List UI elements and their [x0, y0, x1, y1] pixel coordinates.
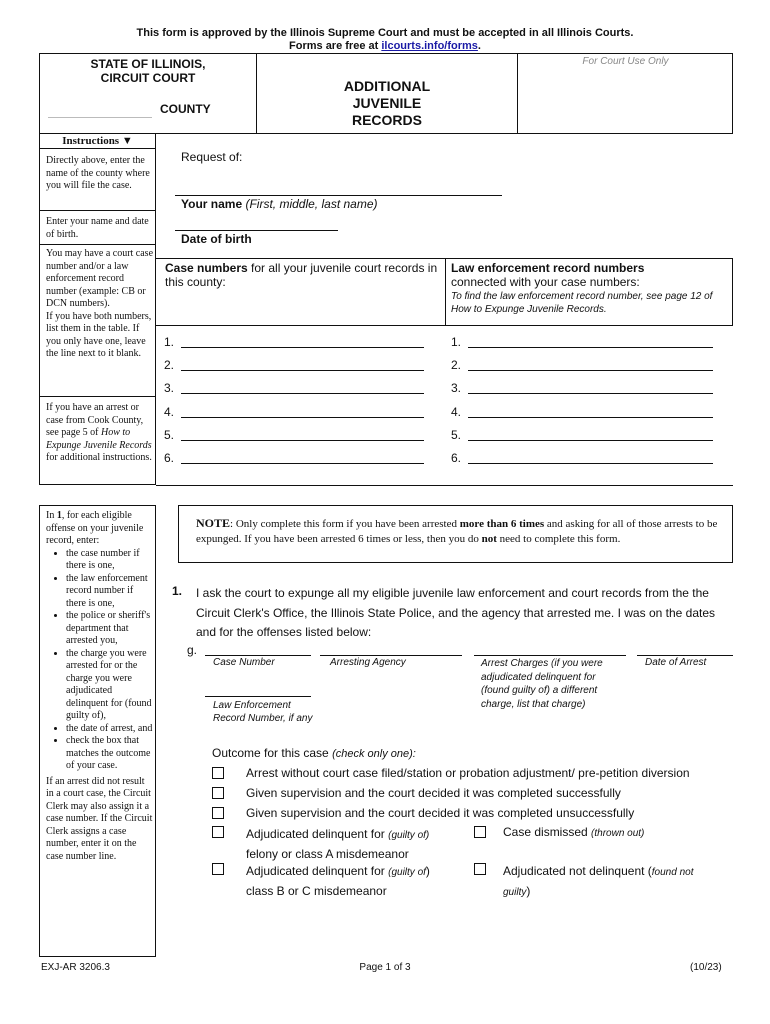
instr-cook-guide: How to Expunge Juvenile Records: [46, 427, 152, 451]
le-title-rest: connected with your case numbers:: [451, 275, 640, 289]
instr-name: Enter your name and date of birth.: [46, 216, 149, 240]
case-row-4-input[interactable]: [181, 417, 424, 418]
case-row-3-input[interactable]: [181, 393, 424, 394]
instr-cook-post: for additional instructions.: [46, 452, 152, 463]
le-hint: To find the law enforcement record number, see page 12 of How to Expunge Juvenile Records.: [451, 291, 713, 315]
side-intro-bold: 1: [56, 510, 62, 521]
le-row-2-label: 2.: [451, 358, 462, 372]
note-label: NOTE: [196, 516, 231, 530]
section-1-number: 1.: [172, 584, 183, 598]
side-instructions: [46, 510, 154, 863]
le-row-4-input[interactable]: [468, 417, 713, 418]
note-text-2: and asking for all of those arrests to be expunged. If you have been arrested 6 times or less, then you do: [196, 518, 718, 545]
outcome-checkbox-7[interactable]: [474, 863, 486, 875]
side-bullets: [46, 548, 154, 773]
outcome-checkbox-6[interactable]: [212, 863, 224, 875]
outcome-option-2: Given supervision and the court decided it was completed successfully: [246, 786, 621, 800]
request-of-label: Request of:: [181, 150, 243, 164]
table-header-rule: [156, 325, 733, 326]
opt4-line2: felony or class A misdemeanor: [246, 847, 409, 861]
side-bullet-4: • the charge you were arrested for or the charge you were adjudicated delinquent for (found guilty of),: [66, 648, 154, 723]
case-row-1-label: 1.: [164, 335, 175, 349]
le-row-2-input[interactable]: [468, 370, 713, 371]
table-bottom-rule: [156, 485, 733, 486]
instr-rule-0: [39, 148, 156, 149]
case-row-2-label: 2.: [164, 358, 175, 372]
case-row-1-input[interactable]: [181, 347, 424, 348]
side-intro: [46, 510, 154, 548]
outcome-label-row: [212, 746, 416, 760]
opt7-text: Adjudicated not delinquent (: [503, 864, 652, 878]
forms-prefix: Forms are free at: [289, 40, 382, 52]
opt4-text: Adjudicated delinquent for: [246, 827, 389, 841]
le-row-1-input[interactable]: [468, 347, 713, 348]
note-text-1: : Only complete this form if you have been arrested: [230, 518, 460, 530]
instructions-title: Instructions: [62, 135, 120, 147]
case-row-2-input[interactable]: [181, 370, 424, 371]
case-row-6-input[interactable]: [181, 463, 424, 464]
side-intro-post: , for each eligible offense on your juvenile record, enter:: [46, 510, 144, 546]
case-row-6-label: 6.: [164, 451, 175, 465]
note-text-3: need to complete this form.: [496, 532, 621, 545]
section-1-text: I ask the court to expunge all my eligible juvenile law enforcement and court records from the the Circuit Clerk's Office, the Illinois State Police, and the agency that arrested me. I was on the dates and for the offenses listed below:: [196, 586, 715, 639]
le-row-6-input[interactable]: [468, 463, 713, 464]
le-row-6-label: 6.: [451, 451, 462, 465]
form-title: ADDITIONAL JUVENILE RECORDS: [343, 78, 431, 128]
side-bullet-5: • the date of arrest, and: [66, 723, 154, 736]
county-input-line[interactable]: [48, 117, 152, 118]
case-numbers-title: [165, 261, 441, 289]
instructions-header: [40, 135, 155, 148]
opt7-close: ): [526, 884, 531, 898]
opt6-text: Adjudicated delinquent for: [246, 864, 389, 878]
court-heading: [40, 57, 256, 85]
instr-numbers-b: If you have both numbers, list them in the table. If you only have one, leave the line next to it blank.: [46, 310, 152, 359]
circuit-label: CIRCUIT COURT: [100, 71, 196, 85]
le-numbers-title: [451, 261, 729, 316]
page-number: Page 1 of 3: [359, 962, 411, 973]
form-date: (10/23): [690, 962, 722, 973]
dob-label: Date of birth: [181, 232, 252, 246]
outcome-checkbox-5[interactable]: [474, 826, 486, 838]
col-case-number: Case Number: [213, 657, 275, 668]
caret-down-icon: ▼: [121, 135, 133, 147]
note-bold-2: not: [481, 532, 497, 545]
instr-numbers-a: You may have a court case number and/or a law enforcement record number (example: CB or DCN numbers).: [46, 248, 154, 309]
instr-rule-2: [39, 244, 156, 245]
col-le-record: Law Enforcement Record Number, if any: [213, 700, 313, 724]
opt7-hint: found not guilty: [503, 867, 694, 898]
outcome-checkbox-2[interactable]: [212, 787, 224, 799]
side-footer: If an arrest did not result in a court case, the Circuit Clerk may also assign it a case number. If the Circuit Clerk assigns a case number, enter it on the case number line.: [46, 775, 153, 862]
le-row-4-label: 4.: [451, 405, 462, 419]
arresting-agency-input[interactable]: [320, 655, 462, 656]
side-bullet-6: • check the box that matches the outcome of your case.: [66, 735, 154, 773]
instr-county: Directly above, enter the name of the county where you will file the case.: [46, 155, 150, 191]
instr-rule-1: [39, 210, 156, 211]
dob-input-line[interactable]: [175, 230, 338, 231]
outcome-checkbox-1[interactable]: [212, 767, 224, 779]
outcome-option-6: [246, 862, 430, 901]
outcome-option-1: Arrest without court case filed/station or probation adjustment/ pre-petition diversion: [246, 766, 690, 780]
note-bold-1: more than 6 times: [459, 518, 545, 530]
le-title-bold: Law enforcement record numbers: [451, 261, 645, 275]
form-id: EXJ-AR 3206.3: [41, 962, 110, 973]
case-row-3-label: 3.: [164, 381, 175, 395]
name-label: Your name: [181, 197, 243, 211]
court-use-label: For Court Use Only: [582, 56, 669, 67]
side-bullet-2: • the law enforcement record number if there is one,: [66, 573, 154, 611]
le-row-3-label: 3.: [451, 381, 462, 395]
arrest-charges-input[interactable]: [474, 655, 626, 656]
opt6-line2: class B or C misdemeanor: [246, 884, 387, 898]
outcome-option-7: [503, 862, 723, 902]
instr-rule-3: [39, 396, 156, 397]
outcome-label: Outcome for this case: [212, 746, 329, 760]
approval-notice: [0, 27, 770, 53]
outcome-option-5: [503, 825, 644, 839]
date-of-arrest-input[interactable]: [637, 655, 733, 656]
col-arresting-agency: Arresting Agency: [330, 657, 406, 668]
forms-line: [0, 40, 770, 53]
opt5-hint: (thrown out): [591, 828, 645, 839]
case-number-input[interactable]: [205, 655, 311, 656]
county-label: COUNTY: [160, 102, 211, 116]
case-row-5-input[interactable]: [181, 440, 424, 441]
name-label-row: [181, 197, 378, 211]
outcome-checkbox-3[interactable]: [212, 807, 224, 819]
note-text: [196, 516, 731, 546]
outcome-hint: (check only one):: [332, 748, 416, 760]
side-bullet-3: • the police or sheriff's department that arrested you,: [66, 610, 154, 648]
outcome-option-3: Given supervision and the court decided it was completed unsuccessfully: [246, 806, 635, 820]
le-row-5-input[interactable]: [468, 440, 713, 441]
approval-line: This form is approved by the Illinois Supreme Court and must be accepted in all Illinois Courts.: [136, 27, 634, 39]
side-intro-pre: In: [46, 510, 57, 521]
opt5-text: Case dismissed: [503, 825, 592, 839]
case-title-rest: for all your juvenile court records in this county:: [165, 261, 438, 289]
name-hint: (First, middle, last name): [245, 197, 378, 211]
outcome-option-4: [246, 825, 429, 864]
table-mid-divider: [445, 258, 446, 325]
state-label: STATE OF ILLINOIS,: [90, 57, 206, 71]
opt4-hint: (guilty of): [388, 830, 430, 841]
forms-link[interactable]: ilcourts.info/forms: [381, 40, 478, 52]
case-row-5-label: 5.: [164, 428, 175, 442]
instr-cook: [46, 402, 154, 465]
opt6-close: ): [425, 864, 430, 878]
le-row-5-label: 5.: [451, 428, 462, 442]
le-row-1-label: 1.: [451, 335, 462, 349]
outcome-checkbox-4[interactable]: [212, 826, 224, 838]
col-arrest-charges: Arrest Charges (if you were adjudicated delinquent for (found guilty of) a different charge, list that charge): [481, 658, 603, 710]
opt6-hint: (guilty of: [388, 867, 426, 878]
instr-cook-pre: If you have an arrest or case from Cook County, see page 5 of: [46, 402, 144, 438]
le-row-3-input[interactable]: [468, 393, 713, 394]
name-input-line[interactable]: [175, 195, 502, 196]
side-bullet-1: • the case number if there is one,: [66, 548, 154, 573]
row-letter: g.: [187, 643, 198, 657]
instr-numbers: [46, 248, 154, 361]
col-date-of-arrest: Date of Arrest: [645, 657, 707, 668]
forms-suffix: .: [477, 40, 481, 52]
le-record-input[interactable]: [205, 696, 311, 697]
case-row-4-label: 4.: [164, 405, 175, 419]
case-title-bold: Case numbers: [165, 261, 248, 275]
table-right-edge: [732, 258, 733, 325]
